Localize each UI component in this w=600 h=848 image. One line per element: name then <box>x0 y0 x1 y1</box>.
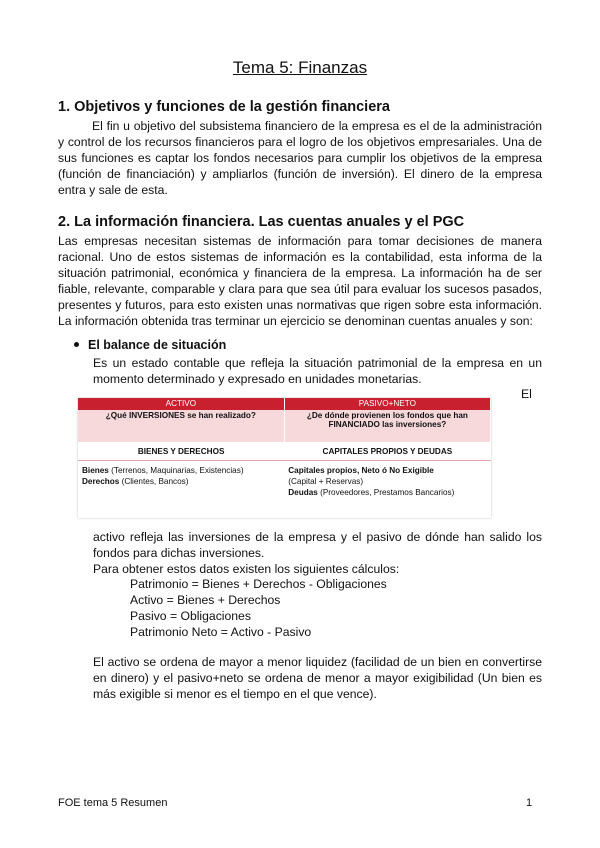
balance-table <box>78 398 491 518</box>
after-table-text: activo refleja las inversiones de la empresa y el pasivo de dónde han salido los fondos para dichas inversiones. <box>93 530 542 560</box>
order-text: El activo se ordena de mayor a menor liquidez (facilidad de un bien en convertirse en dinero) y el pasivo+neto se ordena de menor a mayor exigibilidad (Un bien es más exigible si menor es el tiempo en el que vence). <box>93 655 542 701</box>
table-detail-pasivo: Capitales propios, Neto ó No Exigible (Capital + Reservas) Deudas (Proveedores, Prestamos Bancarios) <box>288 466 455 497</box>
section1-body: El fin u objetivo del subsistema financiero de la empresa es el de la administración y control de los recursos financieros para el logro de los objetivos empresariales. Una de sus funciones es captar los fondos necesarios para cumplir los objetivos de la empresa (función de financiación) y ampliarlos (función de inversión). El dinero de la empresa entra y sale de esta. <box>58 119 542 197</box>
table-title-activo: BIENES Y DERECHOS <box>78 442 284 461</box>
section1-heading: 1. Objetivos y funciones de la gestión financiera <box>58 99 390 115</box>
table-detail-activo: Bienes (Terrenos, Maquinarias, Existencias) Derechos (Clientes, Bancos) <box>82 466 244 486</box>
table-question-pasivo: ¿De dónde provienen los fondos que han FINANCIADO las inversiones? <box>284 410 490 442</box>
formula-list <box>130 576 387 640</box>
table-title-pasivo: CAPITALES PROPIOS Y DEUDAS <box>284 442 490 461</box>
balance-description: Es un estado contable que refleja la situación patrimonial de la empresa en un momento determinado y expresado en unidades monetarias. <box>93 356 542 386</box>
bullet-dot-icon <box>74 342 79 347</box>
calc-intro: Para obtener estos datos existen los siguientes cálculos: <box>93 562 400 576</box>
section2-body: Las empresas necesitan sistemas de información para tomar decisiones de manera racional. Uno de estos sistemas de información es la contabilidad, esta informa de la situación patrimonial, económica y financiera de la empresa. La información ha de ser fiable, relevante, comparable y clara para que sea útil para evaluar los sucesos pasados, presentes y futuros, para esto existen unas normativas que rigen sobre esta información. La información obtenida tras terminar un ejercicio se denominan cuentas anuales y son: <box>58 234 542 328</box>
bullet-balance <box>74 338 226 352</box>
bullet-balance-label: El balance de situación <box>88 338 227 352</box>
formula-pasivo: Pasivo = Obligaciones <box>130 609 251 623</box>
formula-activo: Activo = Bienes + Derechos <box>130 593 281 607</box>
page-title: Tema 5: Finanzas <box>232 58 368 77</box>
footer-label: FOE tema 5 Resumen <box>58 797 168 809</box>
section2-heading: 2. La información financiera. Las cuentas anuales y el PGC <box>58 214 465 230</box>
table-question-activo: ¿Qué INVERSIONES se han realizado? <box>78 410 284 442</box>
page-number: 1 <box>526 797 533 809</box>
formula-patrimonio-neto: Patrimonio Neto = Activo - Pasivo <box>130 625 312 639</box>
formula-patrimonio: Patrimonio = Bienes + Derechos - Obligaciones <box>130 577 387 591</box>
balance-el-word: El <box>521 387 532 401</box>
table-header-pasivo: PASIVO+NETO <box>284 398 490 410</box>
table-header-activo: ACTIVO <box>78 398 284 410</box>
